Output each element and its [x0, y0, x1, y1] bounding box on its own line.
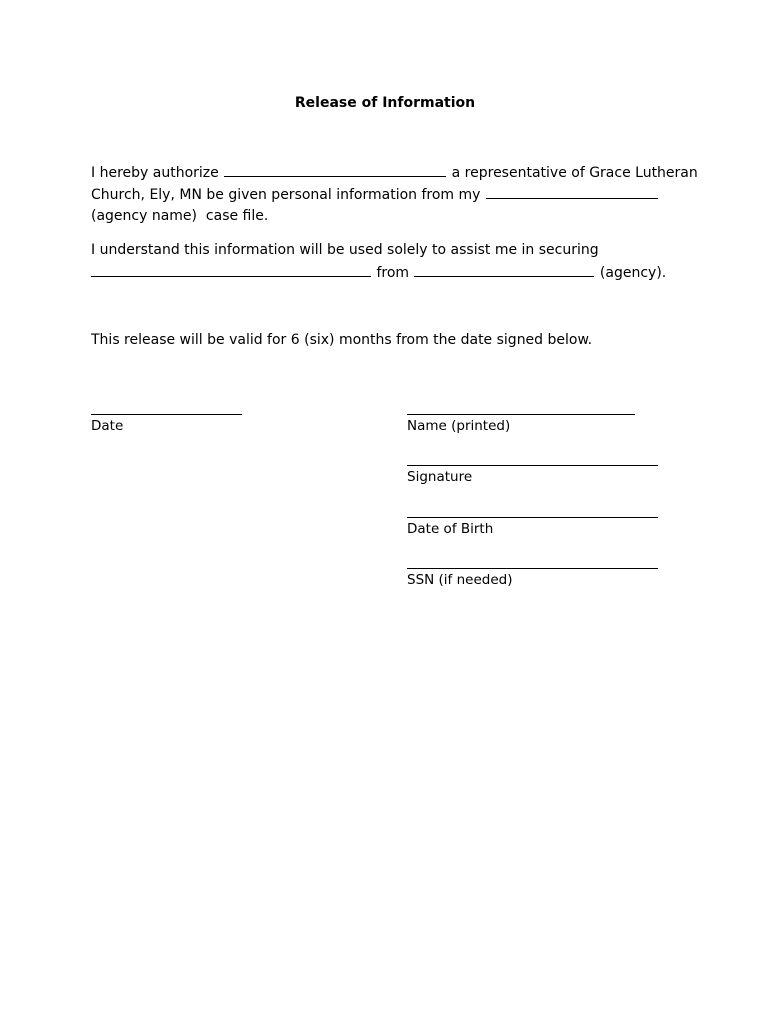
personal-info-text: Church, Ely, MN be given personal information from my — [91, 187, 485, 203]
agency-name-blank[interactable] — [486, 185, 658, 199]
name-printed-label: Name (printed) — [407, 418, 511, 434]
agency-text: (agency). — [595, 265, 667, 281]
date-of-birth-label: Date of Birth — [407, 521, 494, 537]
validity-statement: This release will be valid for 6 (six) months from the date signed below. — [91, 332, 593, 348]
from-agency-blank[interactable] — [414, 263, 594, 277]
signature-label: Signature — [407, 469, 473, 485]
signature-line[interactable] — [407, 465, 658, 466]
purpose-line-1: I understand this information will be used solely to assist me in securing — [91, 242, 599, 258]
purpose-line-2 — [91, 263, 666, 282]
authorize-line-2 — [91, 185, 659, 204]
document-title: Release of Information — [294, 95, 476, 111]
date-label: Date — [91, 418, 124, 434]
ssn-label: SSN (if needed) — [407, 572, 513, 588]
authorize-text-start: I hereby authorize — [91, 165, 224, 181]
date-line[interactable] — [91, 414, 242, 415]
authorize-line-1 — [91, 163, 698, 182]
authorize-text-end: a representative of Grace Lutheran — [447, 165, 698, 181]
date-of-birth-line[interactable] — [407, 517, 658, 518]
ssn-line[interactable] — [407, 568, 658, 569]
representative-name-blank[interactable] — [224, 163, 446, 177]
securing-blank[interactable] — [91, 263, 371, 277]
authorize-line-3: (agency name) case file. — [91, 208, 269, 224]
from-text: from — [372, 265, 414, 281]
name-printed-line[interactable] — [407, 414, 635, 415]
